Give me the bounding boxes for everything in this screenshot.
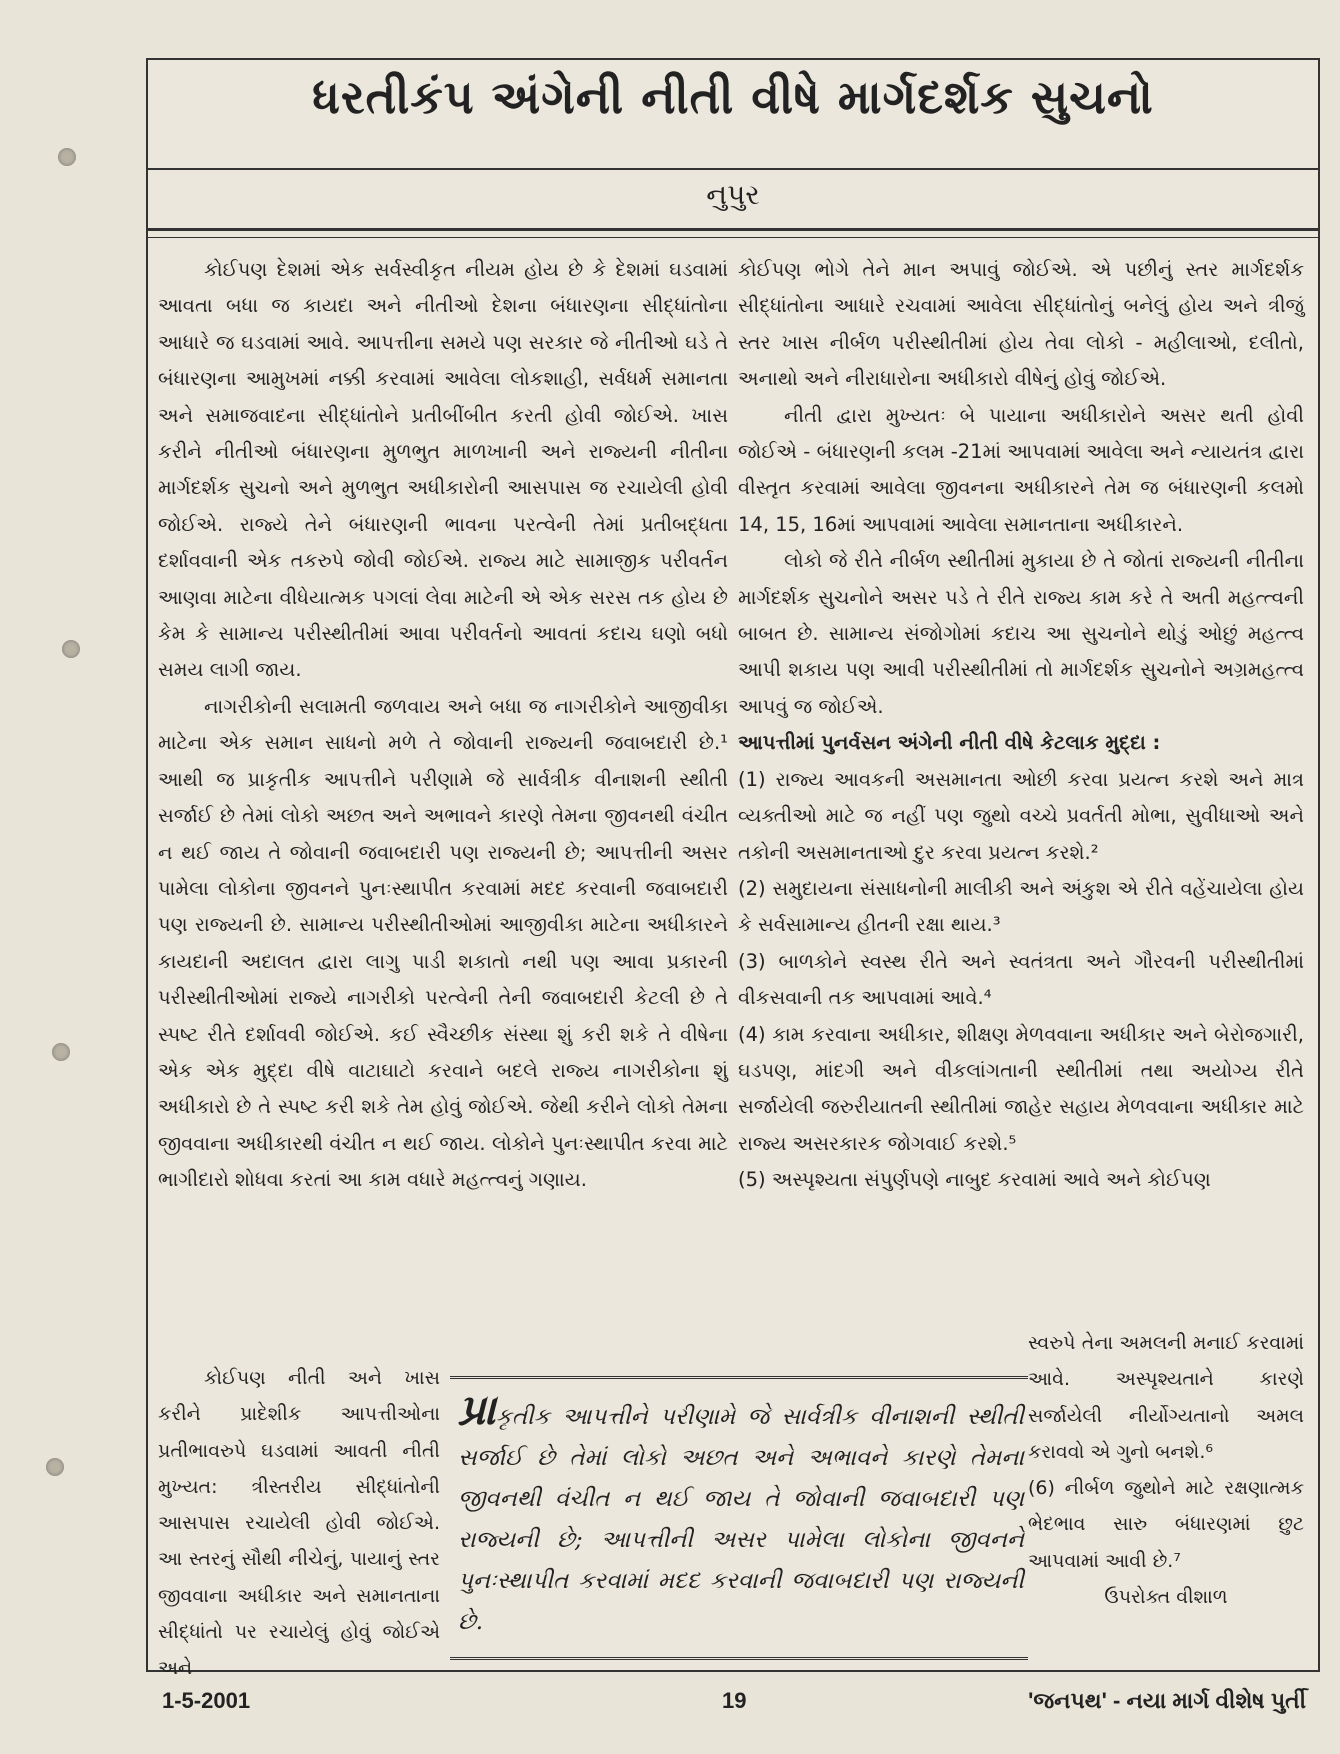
footer-page-number: 19 bbox=[722, 1688, 747, 1713]
double-rule-divider bbox=[148, 228, 1318, 238]
section-subheading: આપત્તીમાં પુનર્વસન અંગેની નીતી વીષે કેટલાક મુદ્દા : bbox=[738, 731, 1161, 755]
paragraph: લોકો જે રીતે નીર્બળ સ્થીતીમાં મુકાયા છે તે જોતાં રાજ્યની નીતીના માર્ગદર્શક સુચનોને અસર પડે તે રીતે રાજ્ય કામ કરે તે અતી મહત્ત્વની બાબત છે. સામાન્ય સંજોગોમાં કદાચ આ સુચનોને થોડું ઓછું મહત્ત્વ આપી શકાય પણ આવી પરીસ્થીતીમાં તો માર્ગદર્શક સુચનોને અગ્રમહત્ત્વ આપવું જ જોઈએ. bbox=[738, 549, 1304, 718]
punch-hole bbox=[62, 640, 80, 658]
punch-hole bbox=[46, 1458, 64, 1476]
bottom-right-column bbox=[1028, 1325, 1304, 1615]
pull-quote bbox=[450, 1376, 1028, 1660]
right-column bbox=[738, 252, 1304, 1199]
paragraph: સ્વરુપે તેના અમલની મનાઈ કરવામાં આવે. અસ્પૃશ્યતાને કારણે સર્જાયેલી નીર્યોગ્યતાનો અમલ કરાવવો એ ગુનો બનશે.⁶ bbox=[1028, 1332, 1304, 1463]
article-title: ધરતીકંપ અંગેની નીતી વીષે માર્ગદર્શક સુચનો bbox=[312, 70, 1154, 124]
paragraph: નાગરીકોની સલામતી જળવાય અને બધા જ નાગરીકોને આજીવીકા માટેના એક સમાન સાધનો મળે તે જોવાની રાજ્યની જવાબદારી છે.¹ આથી જ પ્રાકૃતીક આપત્તીને પરીણામે જે સાર્વત્રીક વીનાશની સ્થીતી સર્જાઈ છે તેમાં લોકો અછત અને અભાવને કારણે તેમના જીવનથી વંચીત ન થઈ જાય તે જોવાની જવાબદારી પણ રાજ્યની છે; આપત્તીની અસર પામેલા લોકોના જીવનને પુનઃસ્થાપીત કરવામાં મદદ કરવાની જવાબદારી પણ રાજ્યની છે. સામાન્ય પરીસ્થીતીઓમાં આજીવીકા માટેના અધીકારને કાયદાની અદાલત દ્વારા લાગુ પાડી શકાતો નથી પણ આવા પ્રકારની પરીસ્થીતીઓમાં રાજ્યે નાગરીકો પરત્વેની તેની જવાબદારી કેટલી છે તે સ્પષ્ટ રીતે દર્શાવવી જોઈએ. કઈ સ્વૈચ્છીક સંસ્થા શું કરી શકે તે વીષેના એક એક મુદ્દા વીષે વાટાઘાટો કરવાને બદલે રાજ્ય નાગરીકોના શું અધીકારો છે તે સ્પષ્ટ કરી શકે તેમ હોવું જોઈએ. જેથી કરીને લોકો તેમના જીવવાના અધીકારથી વંચીત ન થઈ જાય. લોકોને પુનઃસ્થાપીત કરવા માટે ભાગીદારો શોધવા કરતાં આ કામ વધારે મહત્ત્વનું ગણાય. bbox=[158, 694, 728, 1192]
list-item: (4) કામ કરવાના અધીકાર, શીક્ષણ મેળવવાના અધીકાર અને બેરોજગારી, ઘડપણ, માંદગી અને વીકલાંગતાની સ્થીતીમાં તથા અયોગ્ય રીતે સર્જાયેલી જરુરીયાતની સ્થીતીમાં જાહેર સહાય મેળવવાના અધીકાર માટે રાજ્ય અસરકારક જોગવાઈ કરશે.⁵ bbox=[738, 1022, 1304, 1155]
pull-quote-text: કૃતીક આપત્તીને પરીણામે જે સાર્વત્રીક વીનાશની સ્થીતી સર્જાઈ છે તેમાં લોકો અછત અને અભાવને કારણે તેમના જીવનથી વંચીત ન થઈ જાય તે જોવાની જવાબદારી પણ રાજ્યની છે; આપત્તીની અસર પામેલા લોકોના જીવનને પુનઃસ્થાપીત કરવામાં મદદ કરવાની જવાબદારી પણ રાજ્યની છે. bbox=[458, 1404, 1024, 1635]
punch-hole bbox=[52, 1043, 70, 1061]
punch-hole bbox=[58, 148, 76, 166]
left-column bbox=[158, 252, 728, 1199]
article-author: નુપુર bbox=[706, 178, 760, 211]
list-item: (3) બાળકોને સ્વસ્થ રીતે અને સ્વતંત્રતા અને ગૌરવની પરીસ્થીતીમાં વીકસવાની તક આપવામાં આવે.⁴ bbox=[738, 949, 1304, 1010]
paragraph: કોઈપણ દેશમાં એક સર્વસ્વીકૃત નીયમ હોય છે કે દેશમાં ઘડવામાં આવતા બધા જ કાયદા અને નીતીઓ દેશના બંધારણના સીદ્ધાંતોના આધારે જ ઘડવામાં આવે. આપત્તીના સમયે પણ સરકાર જે નીતીઓ ઘડે તે બંધારણના આમુખમાં નક્કી કરવામાં આવેલા લોકશાહી, સર્વધર્મ સમાનતા અને સમાજવાદના સીદ્ધાંતોને પ્રતીબીંબીત કરતી હોવી જોઈએ. ખાસ કરીને નીતીઓ બંધારણના મુળભુત માળખાની અને રાજ્યની નીતીના માર્ગદર્શક સુચનો અને મુળભુત અધીકારોની આસપાસ જ રચાયેલી હોવી જોઈએ. રાજ્યે તેને બંધારણની ભાવના પરત્વેની તેમાં પ્રતીબદ્ધતા દર્શાવવાની એક તકરુપે જોવી જોઈએ. રાજ્ય માટે સામાજીક પરીવર્તન આણવા માટેના વીધેયાત્મક પગલાં લેવા માટેની એ એક સરસ તક હોય છે કેમ કે સામાન્ય પરીસ્થીતીમાં આવા પરીવર્તનો આવતાં કદાચ ઘણો બધો સમય લાગી જાય. bbox=[158, 258, 728, 682]
list-item: (2) સમુદાયના સંસાધનોની માલીકી અને અંકુશ એ રીતે વહેંચાયેલા હોય કે સર્વસામાન્ય હીતની રક્ષા થાય.³ bbox=[738, 876, 1304, 937]
article-frame bbox=[146, 58, 1320, 1680]
pull-quote-dropcap: પ્રા bbox=[458, 1385, 496, 1434]
list-item: (1) રાજ્ય આવકની અસમાનતા ઓછી કરવા પ્રયત્ન કરશે અને માત્ર વ્યક્તીઓ માટે જ નહીં પણ જુથો વચ્ચે પ્રવર્તતી મોભા, સુવીધાઓ અને તકોની અસમાનતાઓ દુર કરવા પ્રયત્ન કરશે.² bbox=[738, 767, 1304, 864]
paragraph: નીતી દ્વારા મુખ્યતઃ બે પાયાના અધીકારોને અસર થતી હોવી જોઈએ - બંધારણની કલમ -21માં આપવામાં આવેલા અને ન્યાયતંત્ર દ્વારા વીસ્તૃત કરવામાં આવેલા જીવનના અધીકારને તેમ જ બંધારણની કલમો 14, 15, 16માં આપવામાં આવેલા સમાનતાના અધીકારને. bbox=[738, 403, 1304, 536]
footer-publication: 'જનપથ' - નયા માર્ગ વીશેષ પુર્તી bbox=[1028, 1688, 1306, 1713]
list-item: (5) અસ્પૃશ્યતા સંપુર્ણપણે નાબુદ કરવામાં આવે અને કોઈપણ bbox=[738, 1168, 1211, 1192]
footer-date: 1-5-2001 bbox=[162, 1688, 251, 1713]
paragraph: કોઈપણ નીતી અને ખાસ કરીને પ્રાદેશીક આપત્તીઓના પ્રતીભાવરુપે ઘડવામાં આવતી નીતી મુખ્યત: ત્રીસ્તરીય સીદ્ધાંતોની આસપાસ રચાયેલી હોવી જોઈએ. આ સ્તરનું સૌથી નીચેનું, પાયાનું સ્તર જીવવાના અધીકાર અને સમાનતાના સીદ્ધાંતો પર રચાયેલું હોવું જોઈએ અને bbox=[158, 1367, 440, 1680]
list-item: (6) નીર્બળ જુથોને માટે રક્ષણાત્મક ભેદભાવ સારુ બંધારણમાં છુટ આપવામાં આવી છે.⁷ bbox=[1028, 1477, 1304, 1572]
title-box bbox=[148, 60, 1318, 170]
paragraph: કોઈપણ ભોગે તેને માન અપાવું જોઈએ. એ પછીનું સ્તર માર્ગદર્શક સીદ્ધાંતોના આધારે રચવામાં આવેલા સીદ્ધાંતોનું બનેલું હોય અને ત્રીજું સ્તર ખાસ નીર્બળ પરીસ્થીતીમાં હોય તેવા લોકો - મહીલાઓ, દલીતો, અનાથો અને નીરાધારોના અધીકારો વીષેનું હોવું જોઈએ. bbox=[738, 258, 1304, 391]
continued-text: ઉપરોક્ત વીશાળ bbox=[1104, 1586, 1228, 1609]
bottom-left-column bbox=[158, 1360, 440, 1687]
